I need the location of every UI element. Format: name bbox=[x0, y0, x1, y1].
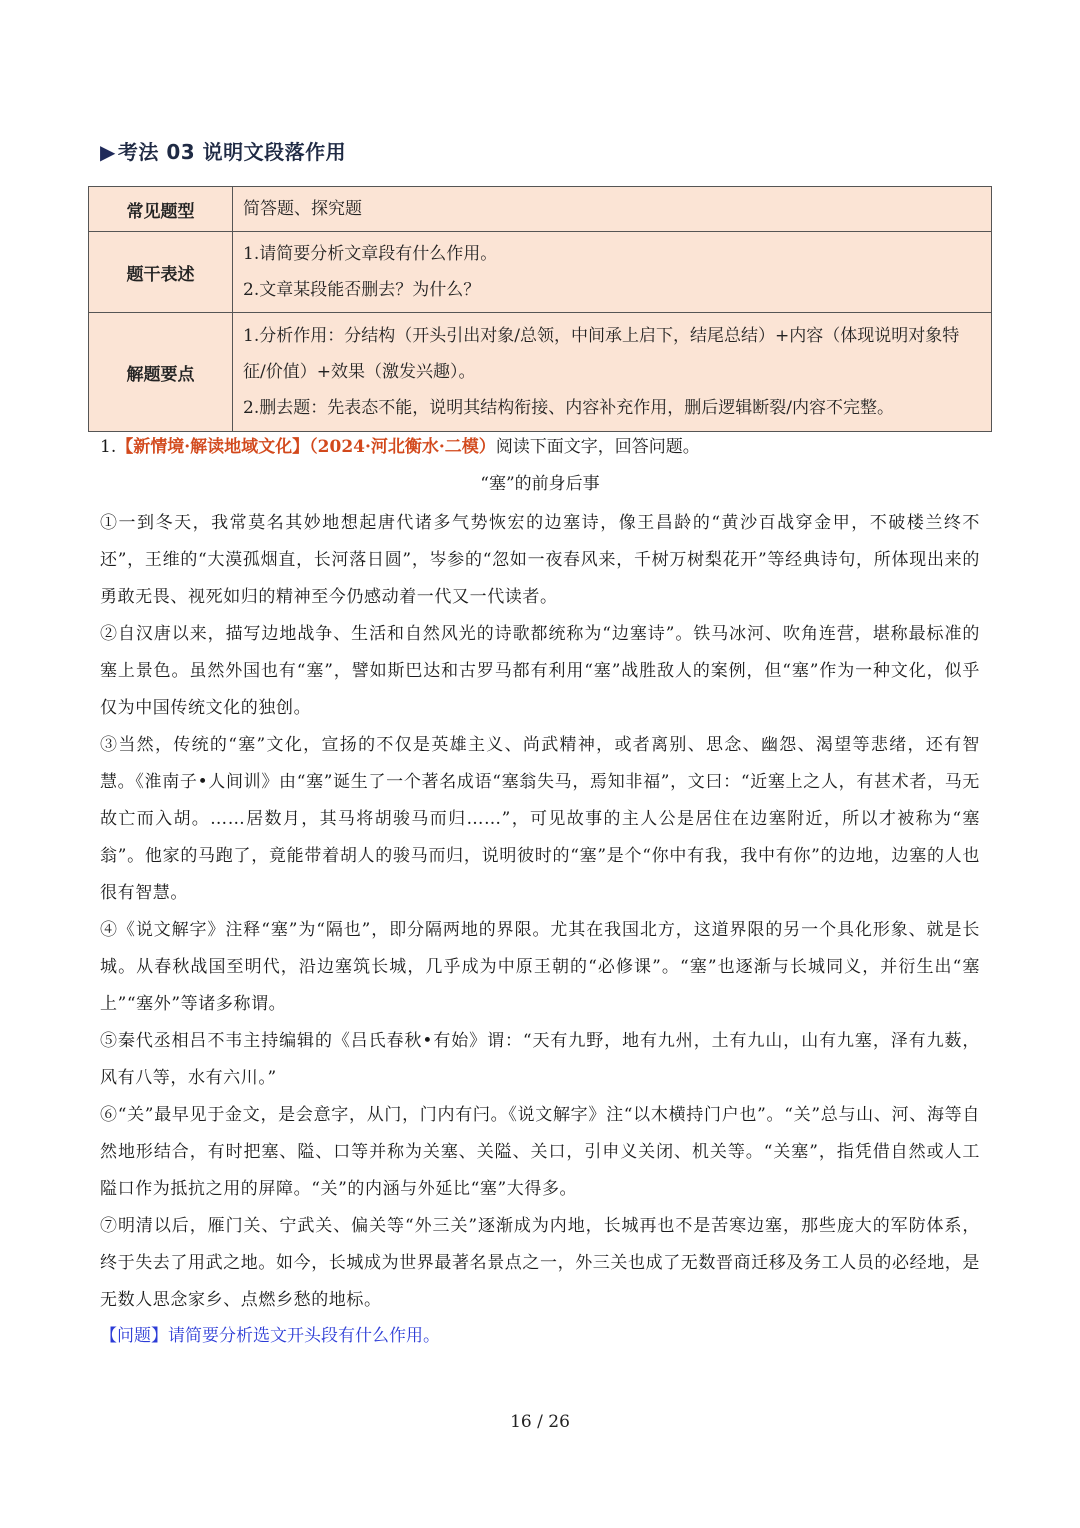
table-row bbox=[89, 313, 992, 432]
triangle-arrow-icon: ▶ bbox=[100, 140, 116, 164]
row-content bbox=[233, 187, 992, 232]
article-title: “塞”的前身后事 bbox=[480, 474, 600, 494]
row-line: 1.分析作用：分结构（开头引出对象/总领，中间承上启下，结尾总结）+内容（体现说明对象特征/价值）+效果（激发兴趣）。 bbox=[243, 326, 960, 382]
row-line: 2.文章某段能否删去？为什么？ bbox=[243, 280, 481, 300]
table-row bbox=[89, 232, 992, 313]
page-number: 16 / 26 bbox=[510, 1412, 570, 1432]
row-content bbox=[233, 232, 992, 313]
prompt-text: 请简要分析选文开头段有什么作用。 bbox=[168, 1326, 440, 1346]
method-table bbox=[88, 186, 992, 432]
article-paragraph: ⑤秦代丞相吕不韦主持编辑的《吕氏春秋•有始》谓：“天有九野，地有九州，土有九山，山有九塞，泽有九薮，风有八等，水有六川。” bbox=[100, 1031, 980, 1088]
row-line: 简答题、探究题 bbox=[243, 199, 362, 219]
article-paragraph: ①一到冬天，我常莫名其妙地想起唐代诸多气势恢宏的边塞诗，像王昌龄的“黄沙百战穿金甲，不破楼兰终不还”，王维的“大漠孤烟直，长河落日圆”，岑参的“忽如一夜春风来，千树万树梨花开”等经典诗句，所体现出来的勇敢无畏、视死如归的精神至今仍感动着一代又一代读者。 bbox=[100, 513, 980, 607]
prompt-tag: 【问题】 bbox=[100, 1326, 168, 1346]
row-content bbox=[233, 313, 992, 432]
section-heading bbox=[100, 136, 346, 165]
article-paragraph: ③当然，传统的“塞”文化，宣扬的不仅是英雄主义、尚武精神，或者离别、思念、幽怨、渴望等悲绪，还有智慧。《淮南子•人间训》由“塞”诞生了一个著名成语“塞翁失马，焉知非福”，文曰：“近塞上之人，有甚术者，马无故亡而入胡。……居数月，其马将胡骏马而归……”，可见故事的主人公是居住在边塞附近，所以才被称为“塞翁”。他家的马跑了，竟能带着胡人的骏马而归，说明彼时的“塞”是个“你中有我，我中有你”的边地，边塞的人也很有智慧。 bbox=[100, 735, 980, 903]
question-header bbox=[100, 433, 700, 461]
article-paragraph: ④《说文解字》注释“塞”为“隔也”，即分隔两地的界限。尤其在我国北方，这道界限的另一个具化形象、就是长城。从春秋战国至明代，沿边塞筑长城，几乎成为中原王朝的“必修课”。“塞”也逐渐与长城同义，并衍生出“塞上”“塞外”等诸多称谓。 bbox=[100, 920, 980, 1014]
row-header: 题干表述 bbox=[89, 232, 233, 313]
article-paragraph: ⑥“关”最早见于金文，是会意字，从门，门内有闩。《说文解字》注“以木横持门户也”。“关”总与山、河、海等自然地形结合，有时把塞、隘、口等并称为关塞、关隘、关口，引申义关闭、机关等。“关塞”，指凭借自然或人工隘口作为抵抗之用的屏障。“关”的内涵与外延比“塞”大得多。 bbox=[100, 1105, 980, 1199]
article-paragraph: ②自汉唐以来，描写边地战争、生活和自然风光的诗歌都统称为“边塞诗”。铁马冰河、吹角连营，堪称最标准的塞上景色。虽然外国也有“塞”，譬如斯巴达和古罗马都有利用“塞”战胜敌人的案例，但“塞”作为一种文化，似乎仅为中国传统文化的独创。 bbox=[100, 624, 980, 718]
table-row bbox=[89, 187, 992, 232]
article-paragraph: ⑦明清以后，雁门关、宁武关、偏关等“外三关”逐渐成为内地，长城再也不是苦寒边塞，那些庞大的军防体系，终于失去了用武之地。如今，长城成为世界最著名景点之一，外三关也成了无数晋商迁移及务工人员的必经地，是无数人思念家乡、点燃乡愁的地标。 bbox=[100, 1216, 980, 1310]
row-header: 解题要点 bbox=[89, 313, 233, 432]
section-title-text: 考法 03 说明文段落作用 bbox=[117, 140, 347, 164]
article-body bbox=[100, 505, 980, 1319]
row-line: 1.请简要分析文章段有什么作用。 bbox=[243, 244, 498, 264]
question-source: （2024·河北衡水·二模） bbox=[309, 437, 496, 457]
row-header: 常见题型 bbox=[89, 187, 233, 232]
question-number: 1. bbox=[100, 437, 117, 457]
prompt-question bbox=[100, 1322, 440, 1350]
row-line: 2.删去题：先表态不能，说明其结构衔接、内容补充作用，删后逻辑断裂/内容不完整。 bbox=[243, 398, 894, 418]
question-tag: 【新情境·解读地域文化】 bbox=[116, 437, 310, 457]
question-instruction: 阅读下面文字，回答问题。 bbox=[495, 437, 700, 457]
